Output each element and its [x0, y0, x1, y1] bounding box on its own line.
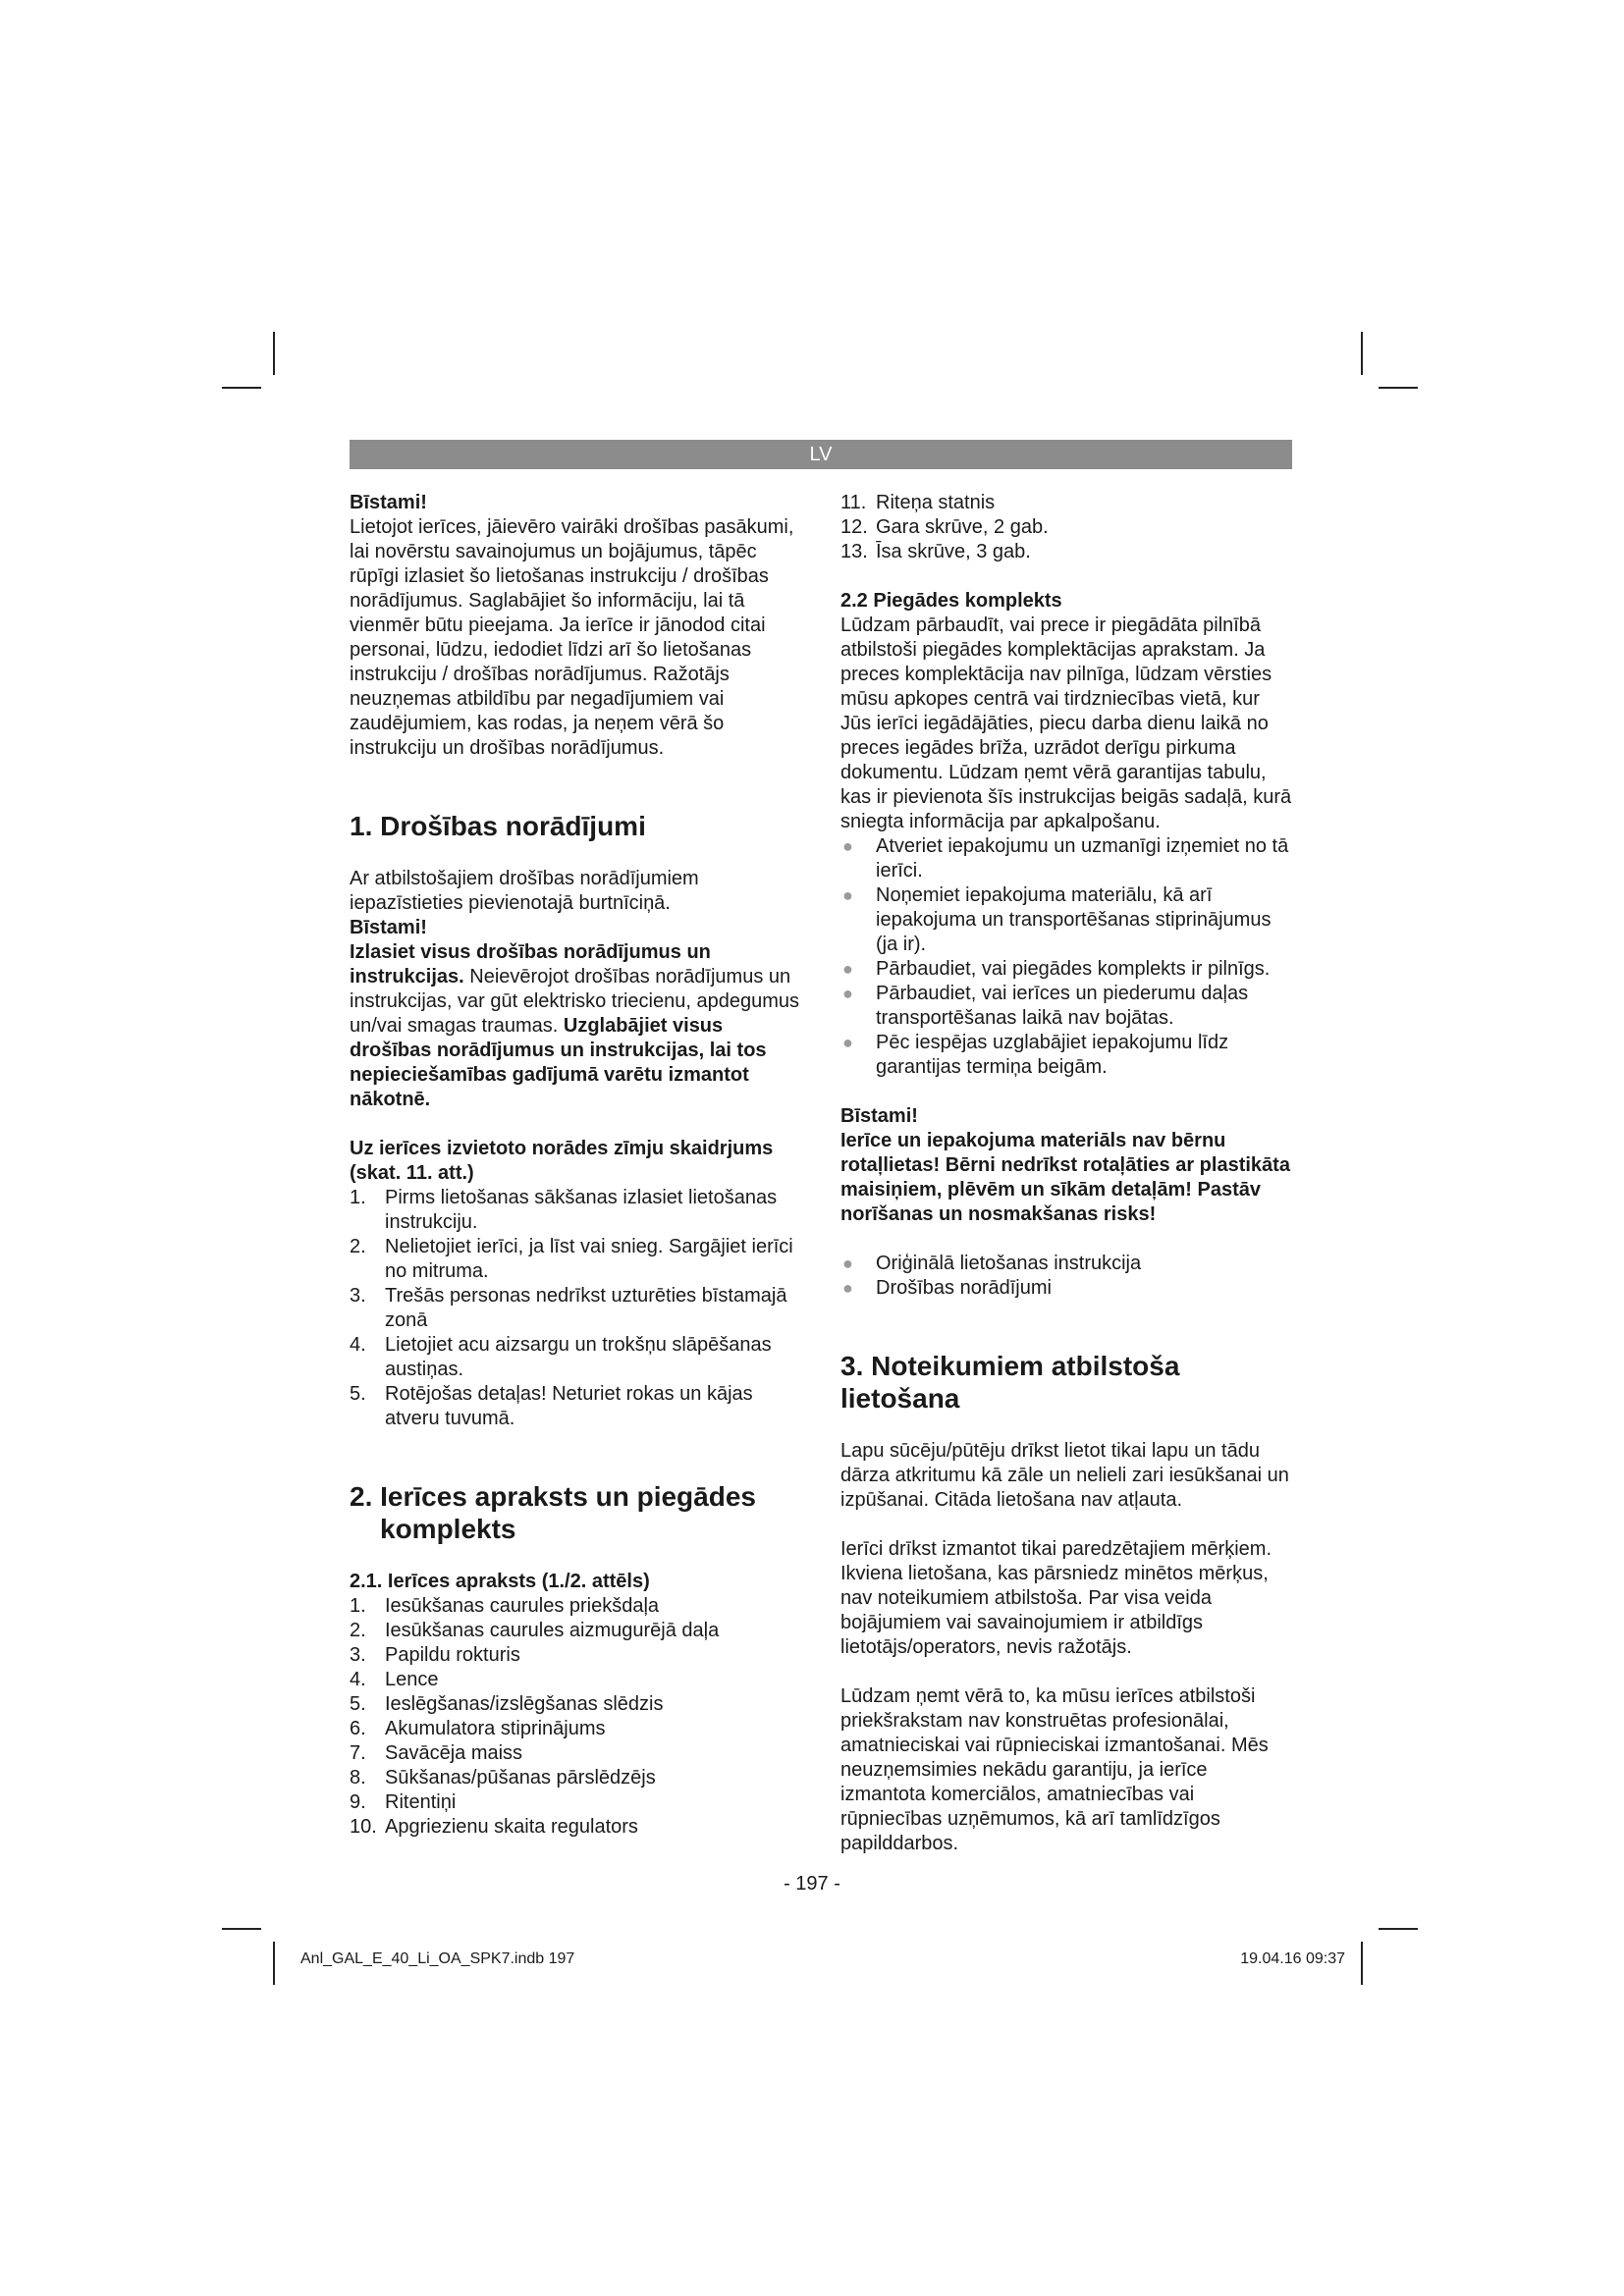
language-header: LV: [350, 440, 1292, 469]
list-item: 5. Ieslēgšanas/izslēgšanas slēdzis: [350, 1693, 664, 1715]
list-item: ● Drošības norādījumi: [842, 1277, 1052, 1299]
list-item: 2. Iesūkšanas caurules aizmugurējā daļa: [350, 1620, 720, 1641]
crop-mark: [273, 1942, 275, 1985]
delivery-text: Lūdzam pārbaudīt, vai prece ir piegādāta pilnībā atbilstoši piegādes komplektācijas aprakstam. Ja preces komplektācija nav pilnīga, lūdzam vērsties mūsu apkopes centrā vai tirdzniecības vietā, kur Jūs ierīci iegādājāties, piecu darba dienu laikā no preces iegādes brīža, uzrādot derīgu pirkuma dokumentu. Lūdzam ņemt vērā garantijas tabulu, kas ir pievienota šīs instrukcijas beigās sadaļā, kurā sniegta informācija par apkalpošanu.: [840, 614, 1292, 832]
list-item: 5. Rotējošas detaļas! Neturiet rokas un kājas atveru tuvumā.: [350, 1383, 753, 1429]
parts-list-continued: [840, 491, 1294, 564]
list-item: 3. Trešās personas nedrīkst uzturēties bīstamajā zonā: [350, 1285, 787, 1331]
crop-mark: [222, 387, 261, 389]
list-item: 11. Riteņa statnis: [840, 492, 996, 513]
list-item: 1. Iesūkšanas caurules priekšdaļa: [350, 1595, 660, 1617]
bullet-icon: ●: [842, 984, 853, 1003]
list-item: 13. Īsa skrūve, 3 gab.: [840, 541, 1031, 562]
list-item: 1. Pirms lietošanas sākšanas izlasiet lietošanas instrukciju.: [350, 1187, 778, 1233]
bullet-icon: ●: [842, 885, 853, 905]
section-1-intro: Ar atbilstošajiem drošības norādījumiem iepazīstieties pievienotajā burtnīciņā.: [350, 868, 699, 914]
bullet-icon: ●: [842, 959, 853, 979]
warning-text: Lietojot ierīces, jāievēro vairāki drošības pasākumi, lai novērstu savainojumus un bojājumus, tāpēc rūpīgi izlasiet šo lietošanas instrukciju / drošības norādījumus. Saglabājiet šo informāciju, lai tā vienmēr būtu pieejama. Ja ierīce ir jānodod citai personai, lūdzu, iedodiet līdzi arī šo lietošanas instrukciju / drošības norādījumus. Ražotājs neuzņemas atbildību par negadījumiem vai zaudējumiem, kas rodas, ja neņem vērā šo instrukciju un drošības norādījumus.: [350, 516, 794, 759]
safety-warning-bold: Uzglabājiet visus drošības norādījumus un instrukcijas, lai tos nepieciešamības gadījumā varētu izmantot nākotnē.: [350, 1015, 767, 1110]
list-item: 9. Ritentiņi: [350, 1791, 457, 1813]
list-item: ● Pēc iespējas uzglabājiet iepakojumu līdz garantijas termiņa beigām.: [842, 1032, 1229, 1078]
page-number: - 197 -: [784, 1873, 840, 1895]
right-column: [840, 491, 1294, 1856]
signs-list: [350, 1186, 803, 1431]
list-item: 7. Savācēja maiss: [350, 1742, 523, 1764]
safety-warning-bold: Izlasiet visus drošības norādījumus un instrukcijas.: [350, 941, 711, 988]
crop-mark: [1361, 1942, 1363, 1985]
bullet-icon: ●: [842, 836, 853, 856]
list-item: 4. Lietojiet acu aizsargu un trokšņu slāpēšanas austiņas.: [350, 1334, 772, 1380]
intended-use-paragraph: Lapu sūcēju/pūtēju drīkst lietot tikai lapu un tādu dārza atkritumu kā zāle un nelieli zari iesūkšanai un izpūšanai. Citāda lietošana nav atļauta.: [840, 1440, 1289, 1511]
list-item: ● Atveriet iepakojumu un uzmanīgi izņemiet no tā ierīci.: [842, 835, 1289, 881]
crop-mark: [1379, 387, 1418, 389]
list-item: 12. Gara skrūve, 2 gab.: [840, 516, 1049, 538]
bullet-icon: ●: [842, 1278, 853, 1298]
signs-heading: Uz ierīces izvietoto norādes zīmju skaidrjums (skat. 11. att.): [350, 1138, 774, 1184]
list-item: ● Pārbaudiet, vai piegādes komplekts ir pilnīgs.: [842, 958, 1271, 980]
crop-mark: [1379, 1928, 1418, 1930]
crop-mark: [273, 332, 275, 375]
subsection-2-1-heading: 2.1. Ierīces apraksts (1./2. attēls): [350, 1571, 650, 1592]
checklist: [840, 834, 1294, 1080]
list-item: 4. Lence: [350, 1669, 439, 1690]
left-column: [350, 491, 803, 1840]
children-warning: Ierīce un iepakojuma materiāls nav bērnu rotaļlietas! Bērni nedrīkst rotaļāties ar plastikāta maisiņiem, plēvēm un sīkām detaļām! Pastāv norīšanas un nosmakšanas risks!: [840, 1130, 1290, 1225]
list-item: 3. Papildu rokturis: [350, 1644, 520, 1666]
list-item: ● Noņemiet iepakojuma materiālu, kā arī iepakojuma un transportēšanas stiprinājumus (ja ir).: [842, 884, 1272, 955]
list-item: 8. Sūkšanas/pūšanas pārslēdzējs: [350, 1767, 656, 1789]
list-item: ● Pārbaudiet, vai ierīces un piederumu daļas transportēšanas laikā nav bojātas.: [842, 983, 1249, 1029]
documents-list: [840, 1252, 1294, 1301]
footer-filename: Anl_GAL_E_40_Li_OA_SPK7.indb 197: [300, 1950, 575, 1967]
footer-datetime: 19.04.16 09:37: [1240, 1950, 1345, 1967]
section-2-heading: 2. Ierīces apraksts un piegādes komplekts: [350, 1481, 756, 1544]
bullet-icon: ●: [842, 1033, 853, 1052]
safety-warning-text: Neievērojot drošības norādījumus un instrukcijas, var gūt elektrisko triecienu, apdegumus un/vai smagas traumas.: [350, 966, 799, 1037]
warning-title: Bīstami!: [350, 917, 427, 938]
section-3-heading: 3. Noteikumiem atbilstoša lietošana: [840, 1351, 1180, 1414]
list-item: 10. Apgriezienu skaita regulators: [350, 1816, 638, 1838]
intended-use-paragraph: Lūdzam ņemt vērā to, ka mūsu ierīces atbilstoši priekšrakstam nav konstruētas profesionālai, amatnieciskai vai rūpnieciskai izmantošanai. Mēs neuzņemsimies nekādu garantiju, ja ierīce izmantota komerciālos, amatniecības vai rūpniecības uzņēmumos, kā arī tamlīdzīgos papilddarbos.: [840, 1685, 1269, 1854]
warning-title: Bīstami!: [350, 492, 427, 513]
intended-use-paragraph: Ierīci drīkst izmantot tikai paredzētajiem mērķiem. Ikviena lietošana, kas pārsniedz minētos mērķus, nav noteikumiem atbilstoša. Par visa veida bojājumiem vai savainojumiem ir atbildīgs lietotājs/operators, nevis ražotājs.: [840, 1538, 1272, 1658]
list-item: 6. Akumulatora stiprinājums: [350, 1718, 606, 1739]
crop-mark: [1361, 332, 1363, 375]
list-item: 2. Nelietojiet ierīci, ja līst vai snieg. Sargājiet ierīci no mitruma.: [350, 1236, 793, 1282]
safety-warning-paragraph: [350, 940, 803, 1112]
subsection-2-2-heading: 2.2 Piegādes komplekts: [840, 590, 1062, 612]
parts-list: [350, 1594, 803, 1840]
section-1-heading: 1. Drošības norādījumi: [350, 811, 646, 841]
crop-mark: [222, 1928, 261, 1930]
warning-title: Bīstami!: [840, 1105, 918, 1127]
bullet-icon: ●: [842, 1254, 853, 1273]
list-item: ● Oriģinālā lietošanas instrukcija: [842, 1253, 1142, 1274]
